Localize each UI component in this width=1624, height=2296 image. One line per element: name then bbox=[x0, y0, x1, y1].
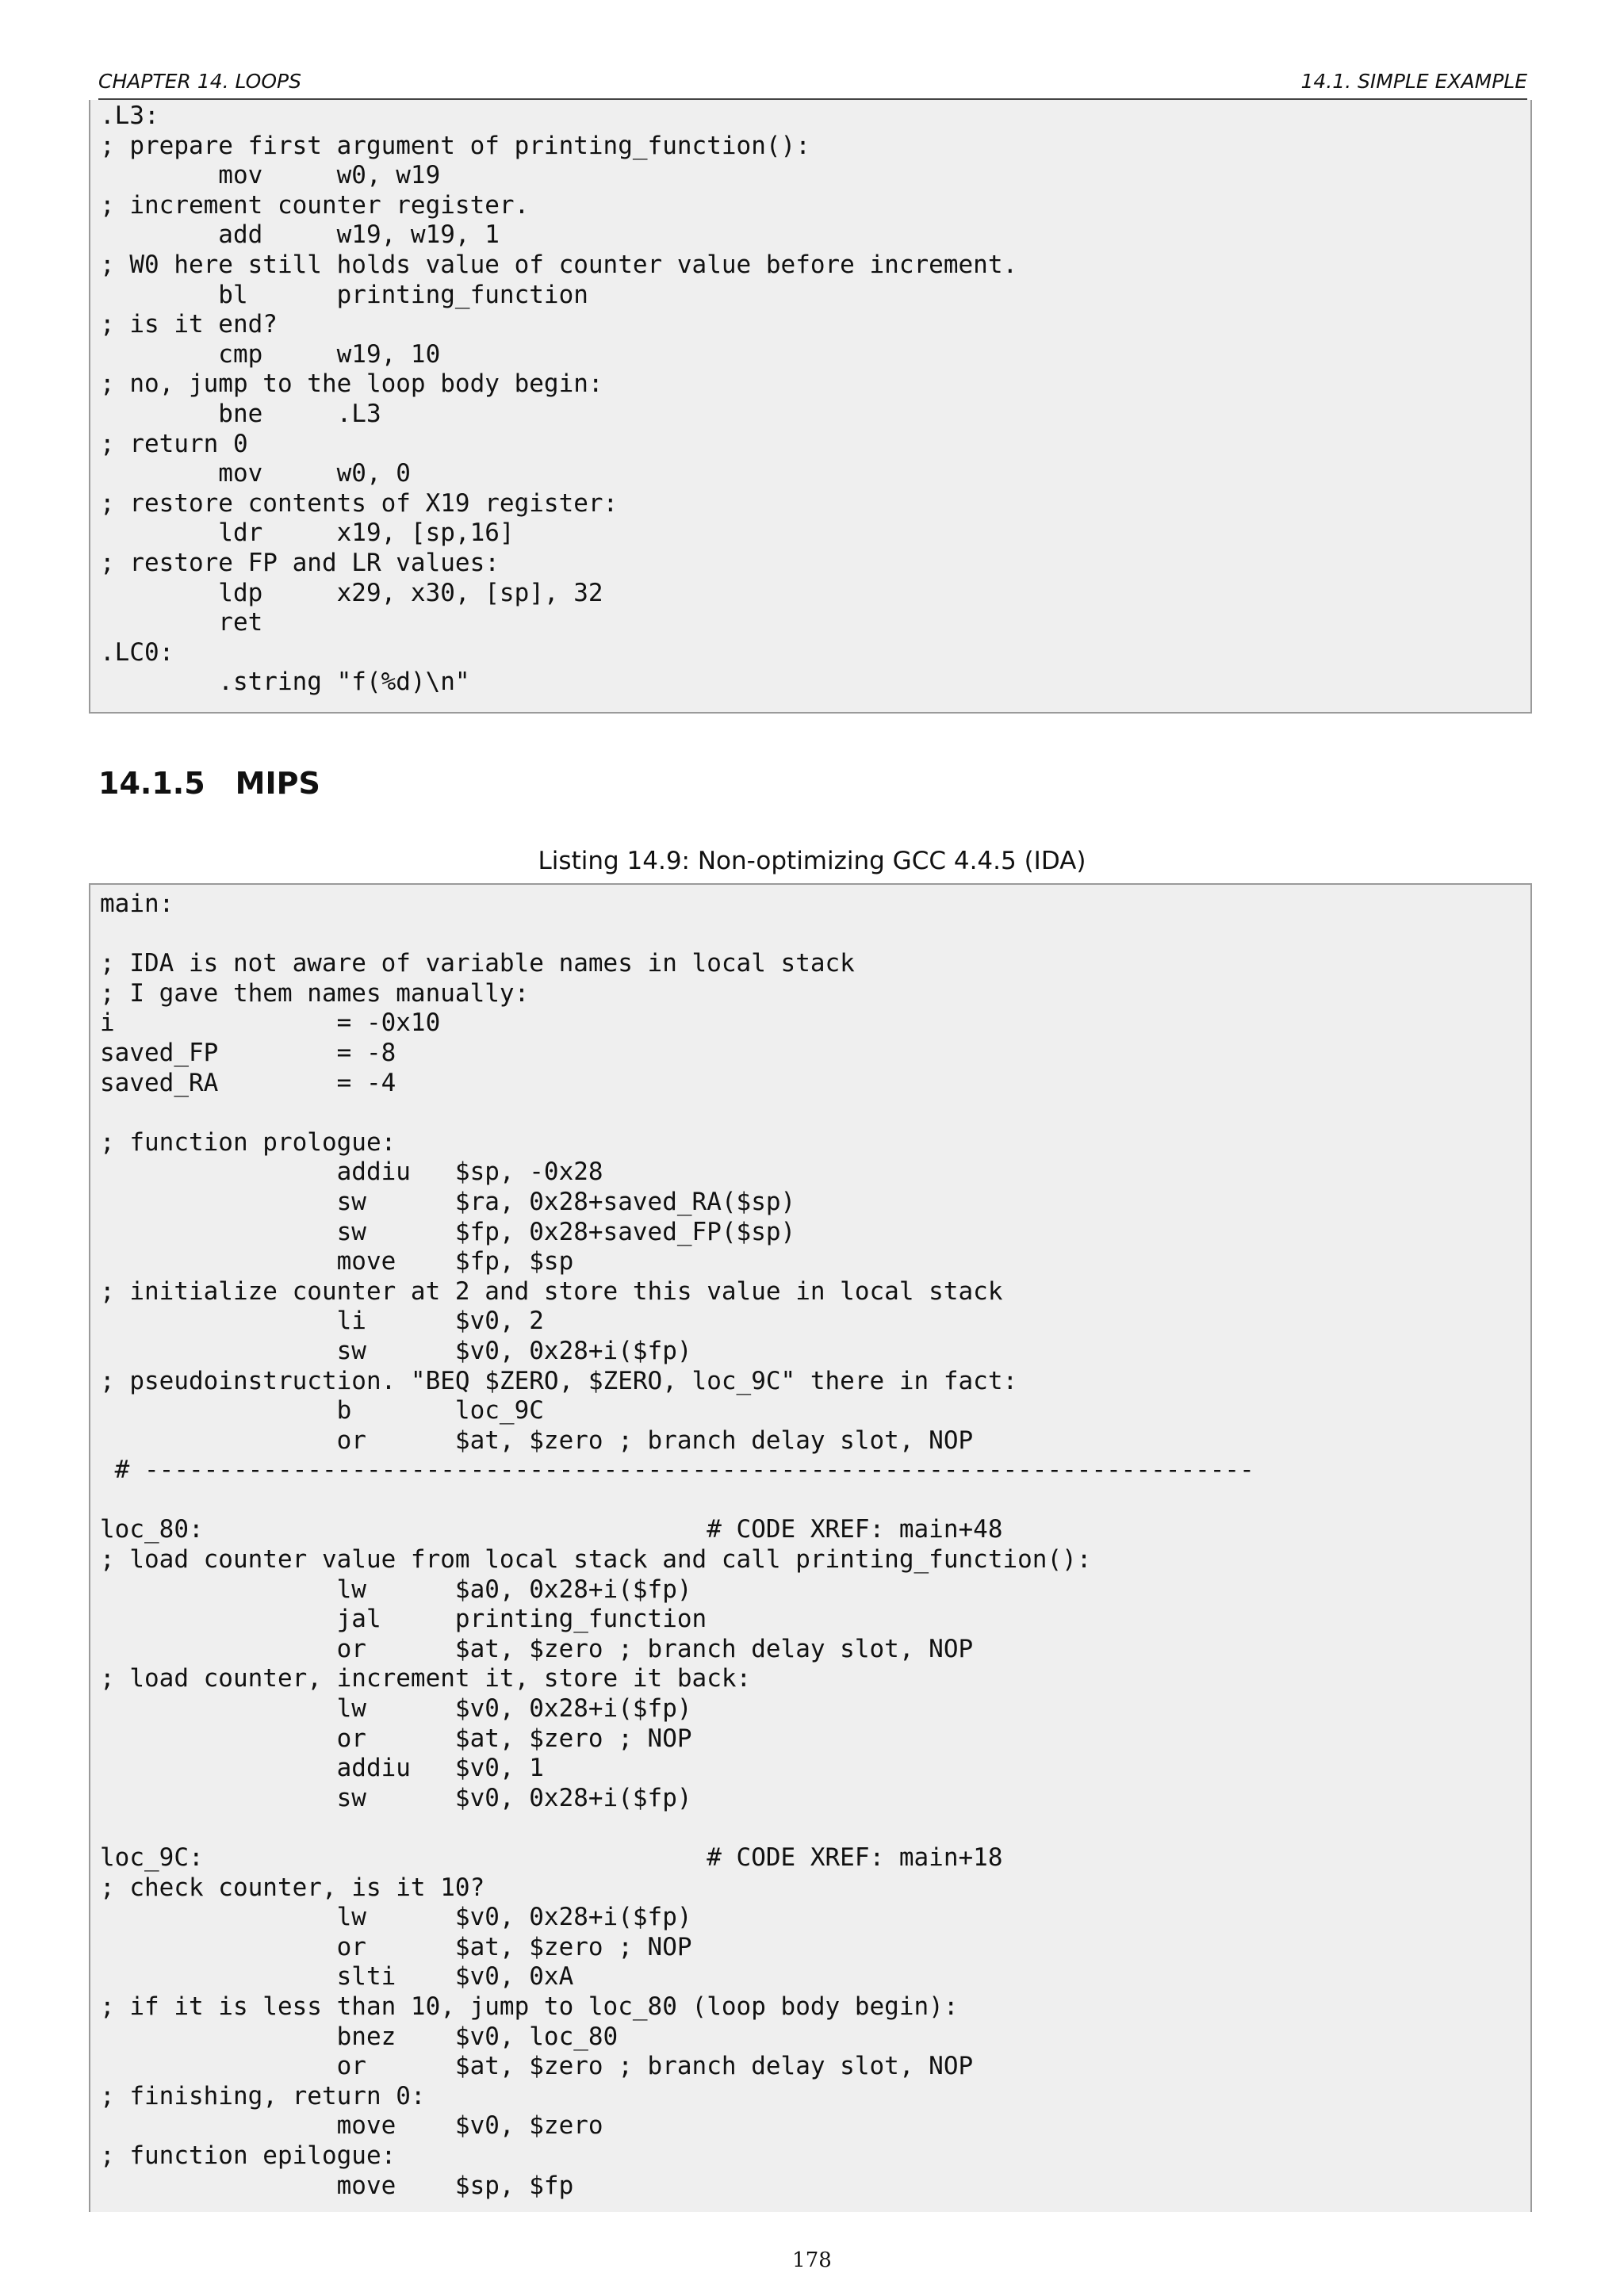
page-number: 178 bbox=[792, 2248, 832, 2272]
chapter-title: CHAPTER 14. LOOPS bbox=[98, 70, 301, 93]
section-number: 14.1.5 bbox=[98, 766, 205, 801]
code-listing-mips bbox=[89, 883, 1532, 2212]
section-heading bbox=[98, 766, 320, 801]
code-block: main: ; IDA is not aware of variable names in local stack ; I gave them names manually: i = -0x10 saved_FP = -8 saved_RA = -4 ; function prologue: addiu $sp, -0x28 sw $ra, 0x28+saved_RA($sp) sw $fp, 0x28+saved_FP($sp) move $fp, $sp ; initialize counter at 2 and store this value in local stack li $v0, 2 sw $v0, 0x28+i($fp) ; pseudoinstruction. "BEQ $ZERO, $ZERO, loc_9C" there in fact: b loc_9C or $at, $zero ; branch delay slot, NOP # --------------------------------------------------------------------------- loc_80: # CODE XREF: main+48 ; load counter value from local stack and call printing_function(): lw $a0, 0x28+i($fp) jal printing_function or $at, $zero ; branch delay slot, NOP ; load counter, increment it, store it back: lw $v0, 0x28+i($fp) or $at, $zero ; NOP addiu $v0, 1 sw $v0, 0x28+i($fp) loc_9C: # CODE XREF: main+18 ; check counter, is it 10? lw $v0, 0x28+i($fp) or $at, $zero ; NOP slti $v0, 0xA ; if it is less than 10, jump to loc_80 (loop body begin): bnez $v0, loc_80 or $at, $zero ; branch delay slot, NOP ; finishing, return 0: move $v0, $zero ; function epilogue: move $sp, $fp bbox=[100, 890, 1254, 2200]
section-title: 14.1. SIMPLE EXAMPLE bbox=[1300, 70, 1527, 93]
code-block: .L3: ; prepare first argument of printing_function(): mov w0, w19 ; increment counter register. add w19, w19, 1 ; W0 here still holds value of counter value before increment. bl printing_function ; is it end? cmp w19, 10 ; no, jump to the loop body begin: bne .L3 ; return 0 mov w0, 0 ; restore contents of X19 register: ldr x19, [sp,16] ; restore FP and LR values: ldp x29, x30, [sp], 32 ret .LC0: .string "f(%d)\n" bbox=[100, 101, 1018, 697]
section-heading-title: MIPS bbox=[235, 766, 320, 801]
running-header bbox=[98, 67, 1527, 100]
code-listing-arm64-continued bbox=[89, 100, 1532, 714]
listing-caption: Listing 14.9: Non-optimizing GCC 4.4.5 (IDA) bbox=[538, 847, 1086, 875]
